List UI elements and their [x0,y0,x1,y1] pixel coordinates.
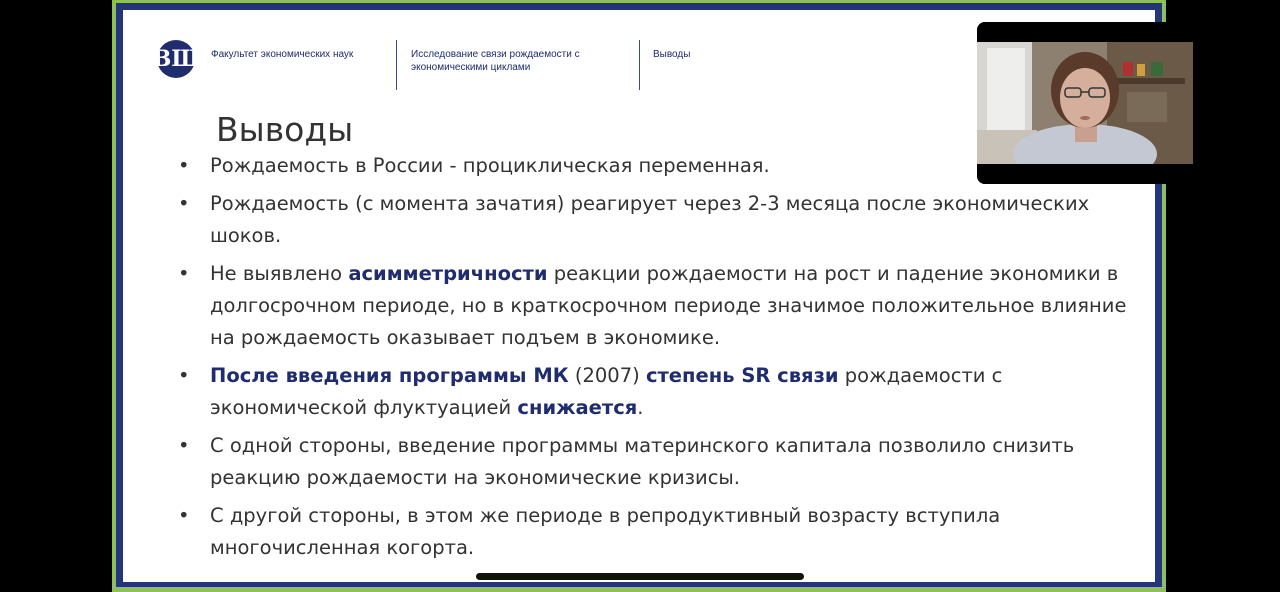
bullet-bold-text: степень SR связи [645,364,839,387]
current-section-label: Выводы [653,49,691,60]
bullet-list [175,150,1135,570]
bullet-item [175,258,1135,354]
bullet-item [175,430,1135,494]
bullet-item [175,500,1135,564]
slide-title: Выводы [216,110,354,149]
header-divider [396,40,397,90]
hse-logo: ВШ [157,40,195,78]
bullet-text: С одной стороны, введение программы материнского капитала позволило снизить реакцию рождаемости на экономические кризисы. [210,434,1075,489]
section-title-line1: Исследование связи рождаемости с [411,49,580,60]
header-divider [639,40,640,90]
bullet-text: . [637,396,644,419]
bullet-bold-text: снижается [517,396,638,419]
section-title [411,48,580,74]
section-title-line2: экономическими циклами [411,62,531,73]
home-indicator-bar[interactable] [476,573,804,580]
bullet-bold-text: После введения программы МК [210,364,569,387]
bullet-item [175,360,1135,424]
bullet-text: реакции рождаемости на рост и падение экономики в долгосрочном периоде, но в краткосрочном периоде значимое положительное влияние на рождаемость оказывает подъем в экономике. [210,262,1127,349]
bullet-bold-text: асимметричности [348,262,548,285]
bullet-text: Рождаемость в России - проциклическая переменная. [210,154,770,177]
webcam-video [977,22,1193,184]
faculty-label: Факультет экономических наук [211,49,354,60]
bullet-text: рождаемости с экономической флуктуацией [210,364,1003,419]
black-margin [0,0,112,592]
bullet-text: Рождаемость (с момента зачатия) реагирует через 2-3 месяца после экономических шоков. [210,192,1090,247]
bullet-item [175,188,1135,252]
bullet-text: С другой стороны, в этом же периоде в репродуктивный возрасту вступила многочисленная когорта. [210,504,1001,559]
webcam-thumbnail[interactable] [977,22,1193,184]
bullet-text: Не выявлено [210,262,349,285]
bullet-text: (2007) [568,364,646,387]
